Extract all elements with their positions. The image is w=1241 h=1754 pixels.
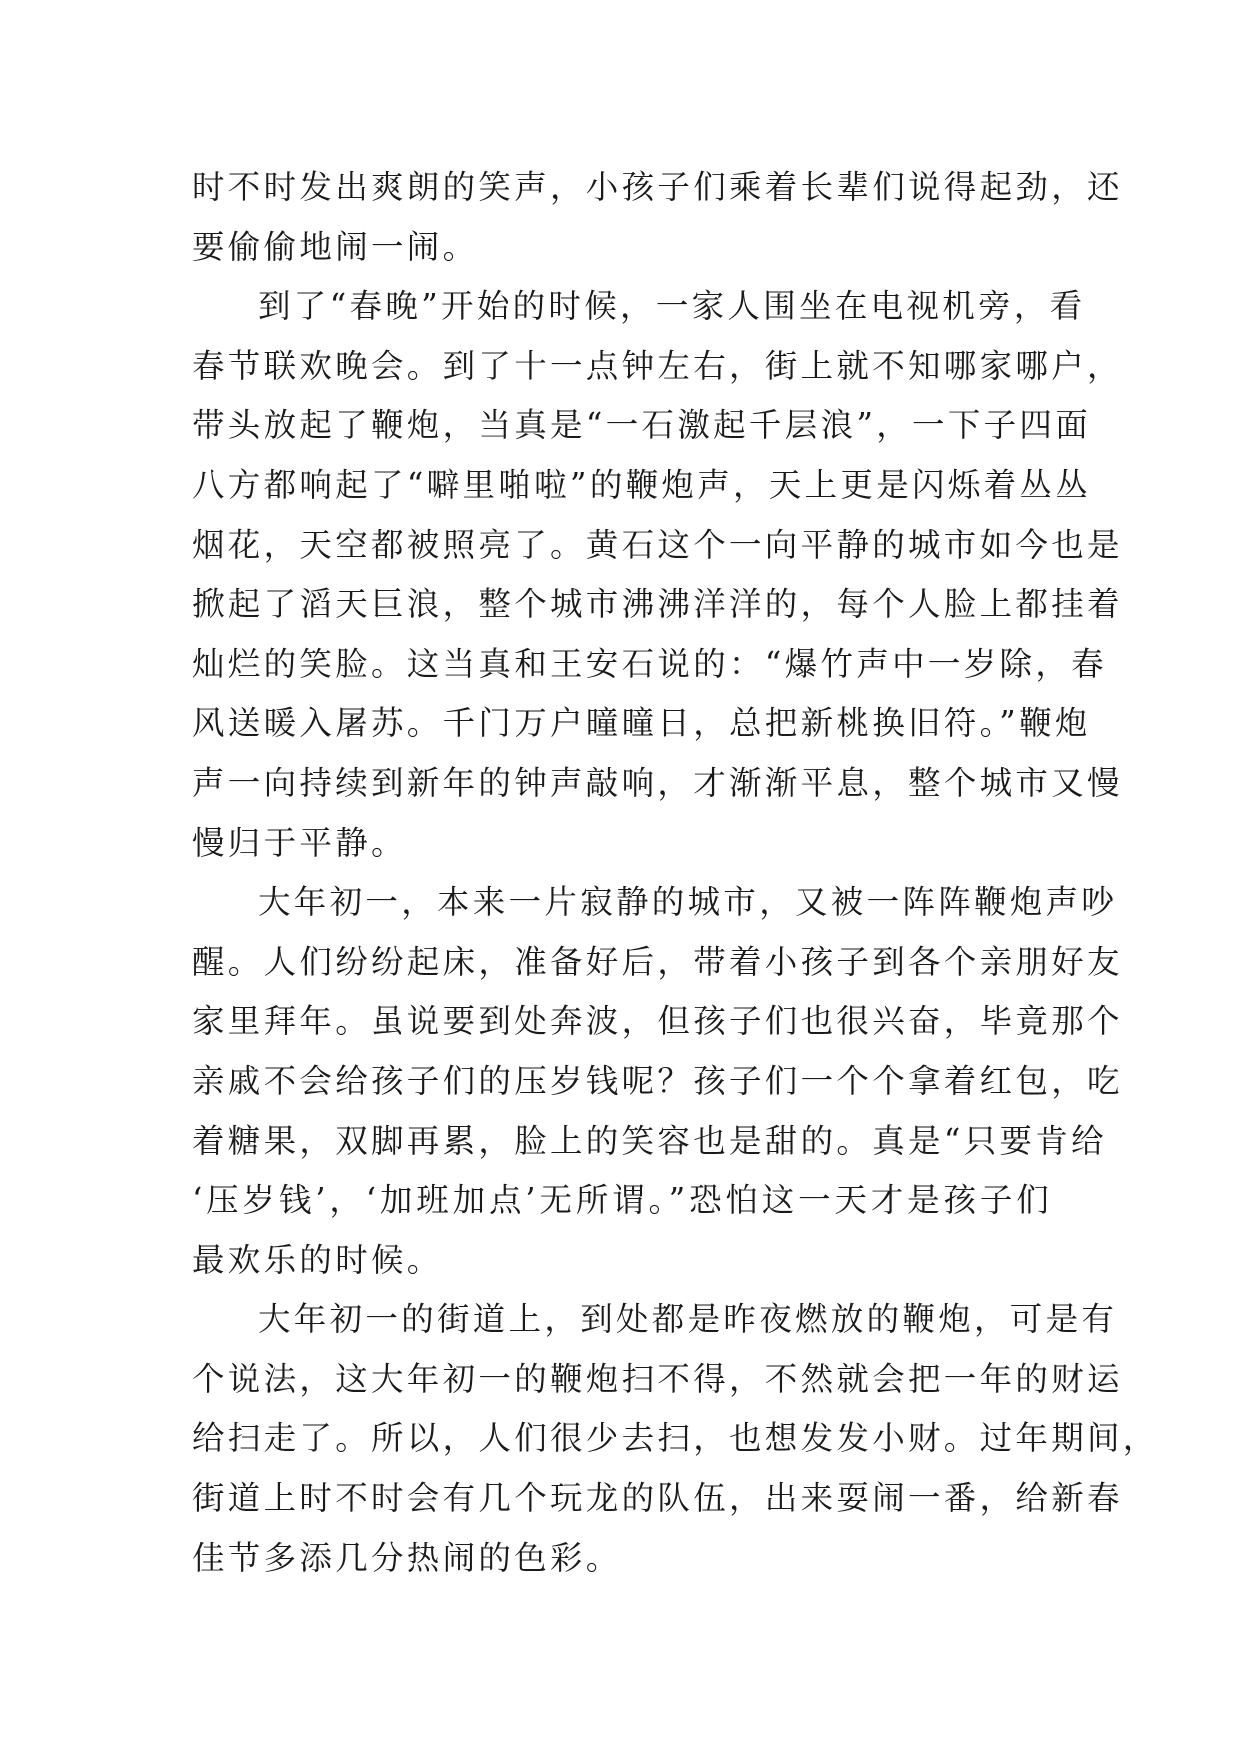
text-line: 醒。人们纷纷起床，准备好后，带着小孩子到各个亲朋好友 [192,942,1123,981]
text-line: 风送暖入屠苏。千门万户曈曈日，总把新桃换旧符。”鞭炮 [192,704,1091,743]
text-line: 灿烂的笑脸。这当真和王安石说的：“爆竹声中一岁除，春 [192,644,1107,683]
text-line: 烟花，天空都被照亮了。黄石这个一向平静的城市如今也是 [192,525,1123,564]
text-line: 掀起了滔天巨浪，整个城市沸沸洋洋的，每个人脸上都挂着 [192,585,1123,624]
text-line: ‘压岁钱’，‘加班加点’无所谓。”恐怕这一天才是孩子们 [192,1181,1052,1220]
text-line: 亲戚不会给孩子们的压岁钱呢？孩子们一个个拿着红包，吃 [192,1061,1123,1100]
text-line: 个说法，这大年初一的鞭炮扫不得，不然就会把一年的财运 [192,1359,1123,1398]
text-line: 时不时发出爽朗的笑声，小孩子们乘着长辈们说得起劲，还 [192,168,1123,206]
paragraph-first-line: 大年初一，本来一片寂静的城市，又被一阵阵鞭炮声吵 [258,883,1118,922]
text-line: 佳节多添几分热闹的色彩。 [192,1538,622,1577]
text-line: 慢归于平静。 [192,823,407,862]
text-line: 街道上时不时会有几个玩龙的队伍，出来耍闹一番，给新春 [192,1479,1123,1518]
text-line: 八方都响起了“噼里啪啦”的鞭炮声，天上更是闪烁着丛丛 [192,465,1092,504]
text-line: 着糖果，双脚再累，脸上的笑容也是甜的。真是“只要肯给 [192,1121,1107,1160]
text-line: 春节联欢晚会。到了十一点钟左右，街上就不知哪家哪户， [192,346,1123,385]
text-line: 要偷偷地闹一闹。 [192,227,479,266]
text-line: 声一向持续到新年的钟声敲响，才渐渐平息，整个城市又慢 [192,763,1123,802]
text-line: 带头放起了鞭炮，当真是“一石激起千层浪”，一下子四面 [192,406,1092,445]
text-line: 家里拜年。虽说要到处奔波，但孩子们也很兴奋，毕竟那个 [192,1002,1123,1041]
text-line: 最欢乐的时候。 [192,1240,443,1279]
text-line: 给扫走了。所以，人们很少去扫，也想发发小财。过年期间， [192,1419,1159,1458]
paragraph-first-line: 大年初一的街道上，到处都是昨夜燃放的鞭炮，可是有 [258,1300,1118,1339]
body-text [192,158,1159,1588]
paragraph-first-line: 到了“春晚”开始的时候，一家人围坐在电视机旁，看 [258,287,1086,326]
